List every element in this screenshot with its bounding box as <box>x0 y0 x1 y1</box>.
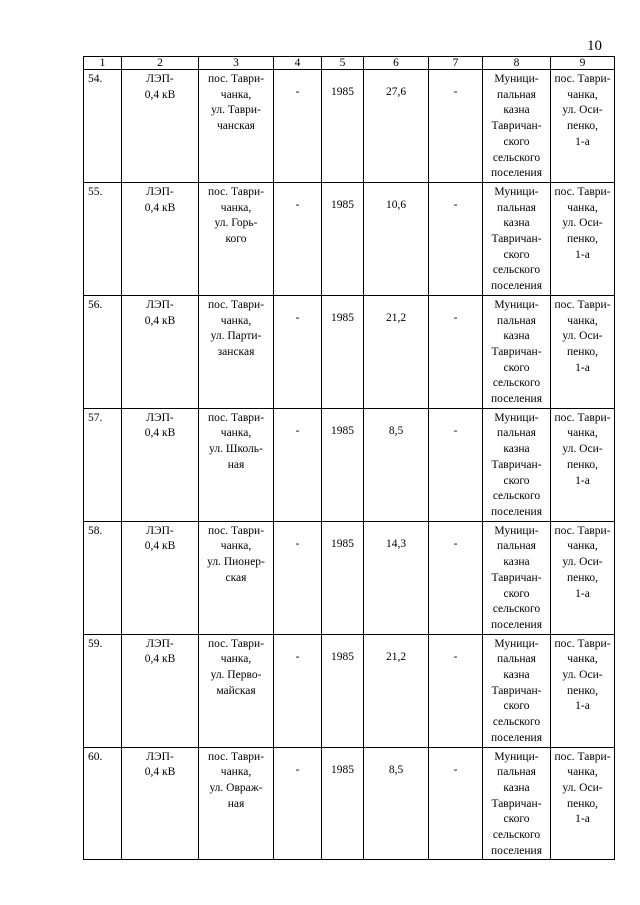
column-4-value: - <box>274 408 322 521</box>
column-4-value: - <box>274 521 322 634</box>
column-4-value: - <box>274 295 322 408</box>
table-row <box>84 747 615 860</box>
object-name: ЛЭП- 0,4 кВ <box>122 295 199 408</box>
owner: Муници- пальная казна Тавричан- ского сельского поселения <box>483 182 551 295</box>
table-row <box>84 295 615 408</box>
table-row <box>84 521 615 634</box>
length-value: 10,6 <box>364 182 429 295</box>
owner: Муници- пальная казна Тавричан- ского сельского поселения <box>483 521 551 634</box>
column-header: 8 <box>483 57 551 70</box>
year-value: 1985 <box>322 634 364 747</box>
location: пос. Таври- чанка, ул. Оси- пенко, 1-а <box>551 295 615 408</box>
column-7-value: - <box>429 408 483 521</box>
length-value: 8,5 <box>364 408 429 521</box>
table-row <box>84 70 615 183</box>
column-7-value: - <box>429 182 483 295</box>
row-number: 54. <box>84 70 122 183</box>
location: пос. Таври- чанка, ул. Оси- пенко, 1-а <box>551 521 615 634</box>
page-number: 10 <box>587 38 602 54</box>
length-value: 8,5 <box>364 747 429 860</box>
owner: Муници- пальная казна Тавричан- ского сельского поселения <box>483 295 551 408</box>
header-row <box>84 57 615 70</box>
column-header: 9 <box>551 57 615 70</box>
length-value: 21,2 <box>364 295 429 408</box>
column-header: 5 <box>322 57 364 70</box>
year-value: 1985 <box>322 182 364 295</box>
column-4-value: - <box>274 182 322 295</box>
object-name: ЛЭП- 0,4 кВ <box>122 747 199 860</box>
column-7-value: - <box>429 747 483 860</box>
column-header: 2 <box>122 57 199 70</box>
object-name: ЛЭП- 0,4 кВ <box>122 634 199 747</box>
object-address: пос. Таври- чанка, ул. Горь- кого <box>199 182 274 295</box>
column-7-value: - <box>429 521 483 634</box>
column-7-value: - <box>429 634 483 747</box>
location: пос. Таври- чанка, ул. Оси- пенко, 1-а <box>551 408 615 521</box>
object-address: пос. Таври- чанка, ул. Перво- майская <box>199 634 274 747</box>
row-number: 57. <box>84 408 122 521</box>
length-value: 27,6 <box>364 70 429 183</box>
object-address: пос. Таври- чанка, ул. Школь- ная <box>199 408 274 521</box>
object-address: пос. Таври- чанка, ул. Таври- чанская <box>199 70 274 183</box>
object-address: пос. Таври- чанка, ул. Овраж- ная <box>199 747 274 860</box>
year-value: 1985 <box>322 295 364 408</box>
location: пос. Таври- чанка, ул. Оси- пенко, 1-а <box>551 70 615 183</box>
registry-table <box>83 56 615 860</box>
column-4-value: - <box>274 70 322 183</box>
year-value: 1985 <box>322 521 364 634</box>
column-header: 6 <box>364 57 429 70</box>
location: пос. Таври- чанка, ул. Оси- пенко, 1-а <box>551 747 615 860</box>
table-row <box>84 634 615 747</box>
year-value: 1985 <box>322 408 364 521</box>
row-number: 60. <box>84 747 122 860</box>
column-header: 1 <box>84 57 122 70</box>
column-7-value: - <box>429 70 483 183</box>
column-header: 4 <box>274 57 322 70</box>
year-value: 1985 <box>322 747 364 860</box>
table-row <box>84 408 615 521</box>
owner: Муници- пальная казна Тавричан- ского сельского поселения <box>483 70 551 183</box>
owner: Муници- пальная казна Тавричан- ского сельского поселения <box>483 408 551 521</box>
location: пос. Таври- чанка, ул. Оси- пенко, 1-а <box>551 182 615 295</box>
row-number: 58. <box>84 521 122 634</box>
row-number: 56. <box>84 295 122 408</box>
row-number: 55. <box>84 182 122 295</box>
length-value: 21,2 <box>364 634 429 747</box>
table-row <box>84 182 615 295</box>
column-7-value: - <box>429 295 483 408</box>
object-address: пос. Таври- чанка, ул. Парти- занская <box>199 295 274 408</box>
owner: Муници- пальная казна Тавричан- ского сельского поселения <box>483 747 551 860</box>
column-header: 3 <box>199 57 274 70</box>
column-4-value: - <box>274 747 322 860</box>
column-4-value: - <box>274 634 322 747</box>
object-name: ЛЭП- 0,4 кВ <box>122 521 199 634</box>
object-name: ЛЭП- 0,4 кВ <box>122 70 199 183</box>
object-address: пос. Таври- чанка, ул. Пионер- ская <box>199 521 274 634</box>
object-name: ЛЭП- 0,4 кВ <box>122 182 199 295</box>
year-value: 1985 <box>322 70 364 183</box>
column-header: 7 <box>429 57 483 70</box>
location: пос. Таври- чанка, ул. Оси- пенко, 1-а <box>551 634 615 747</box>
object-name: ЛЭП- 0,4 кВ <box>122 408 199 521</box>
row-number: 59. <box>84 634 122 747</box>
owner: Муници- пальная казна Тавричан- ского сельского поселения <box>483 634 551 747</box>
length-value: 14,3 <box>364 521 429 634</box>
